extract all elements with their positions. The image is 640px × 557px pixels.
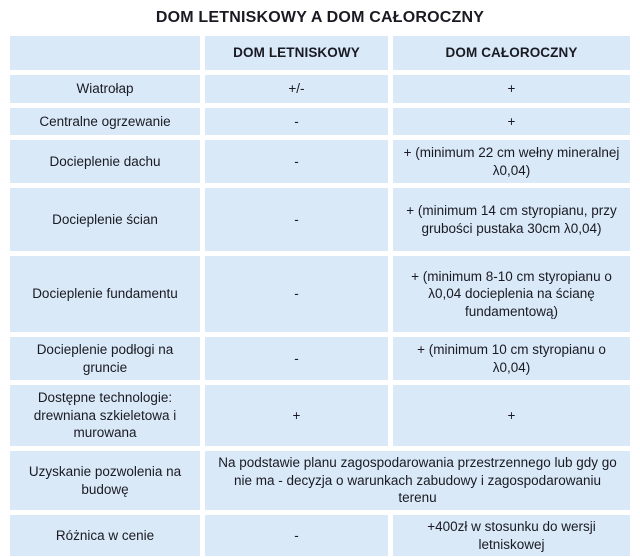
page-title: DOM LETNISKOWY A DOM CAŁOROCZNY [155, 9, 485, 26]
table-row [10, 75, 630, 103]
header-cell-caloroczny: DOM CAŁOROCZNY [393, 36, 630, 70]
row-label-cell: Dostępne technologie: drewniana szkieletowa i murowana [10, 385, 200, 446]
table-row [10, 256, 630, 332]
table-row [10, 188, 630, 251]
value-cell-caloroczny: + [393, 385, 630, 446]
row-label-cell: Centralne ogrzewanie [10, 108, 200, 135]
table-row [10, 337, 630, 380]
value-cell-caloroczny: + [393, 75, 630, 103]
header-cell-letniskowy: DOM LETNISKOWY [205, 36, 388, 70]
value-cell-merged: Na podstawie planu zagospodarowania przestrzennego lub gdy go nie ma - decyzja o warunkach zabudowy i zagospodarowaniu terenu [205, 451, 630, 510]
value-cell-letniskowy: - [205, 256, 388, 332]
row-label-cell: Różnica w cenie [10, 515, 200, 556]
table-row [10, 385, 630, 446]
row-label-cell: Docieplenie dachu [10, 140, 200, 183]
row-label-cell: Uzyskanie pozwolenia na budowę [10, 451, 200, 510]
value-cell-caloroczny: + (minimum 8-10 cm styropianu o λ0,04 docieplenia na ścianę fundamentową) [393, 256, 630, 332]
table-row [10, 515, 630, 556]
value-cell-letniskowy: - [205, 140, 388, 183]
value-cell-caloroczny: + (minimum 10 cm styropianu o λ0,04) [393, 337, 630, 380]
value-cell-caloroczny: + (minimum 14 cm styropianu, przy grubości pustaka 30cm λ0,04) [393, 188, 630, 251]
table-row [10, 140, 630, 183]
row-label-cell: Docieplenie podłogi na gruncie [10, 337, 200, 380]
value-cell-letniskowy: + [205, 385, 388, 446]
value-cell-caloroczny: + [393, 108, 630, 135]
value-cell-caloroczny: +400zł w stosunku do wersji letniskowej [393, 515, 630, 556]
value-cell-letniskowy: - [205, 337, 388, 380]
value-cell-letniskowy: - [205, 188, 388, 251]
header-cell-feature [10, 36, 200, 70]
value-cell-letniskowy: - [205, 515, 388, 556]
value-cell-letniskowy: - [205, 108, 388, 135]
value-cell-letniskowy: +/- [205, 75, 388, 103]
row-label-cell: Wiatrołap [10, 75, 200, 103]
table-row [10, 451, 630, 510]
table-header-row [10, 36, 630, 70]
row-label-cell: Docieplenie fundamentu [10, 256, 200, 332]
value-cell-caloroczny: + (minimum 22 cm wełny mineralnej λ0,04) [393, 140, 630, 183]
comparison-table [10, 36, 630, 556]
table-row [10, 108, 630, 135]
row-label-cell: Docieplenie ścian [10, 188, 200, 251]
